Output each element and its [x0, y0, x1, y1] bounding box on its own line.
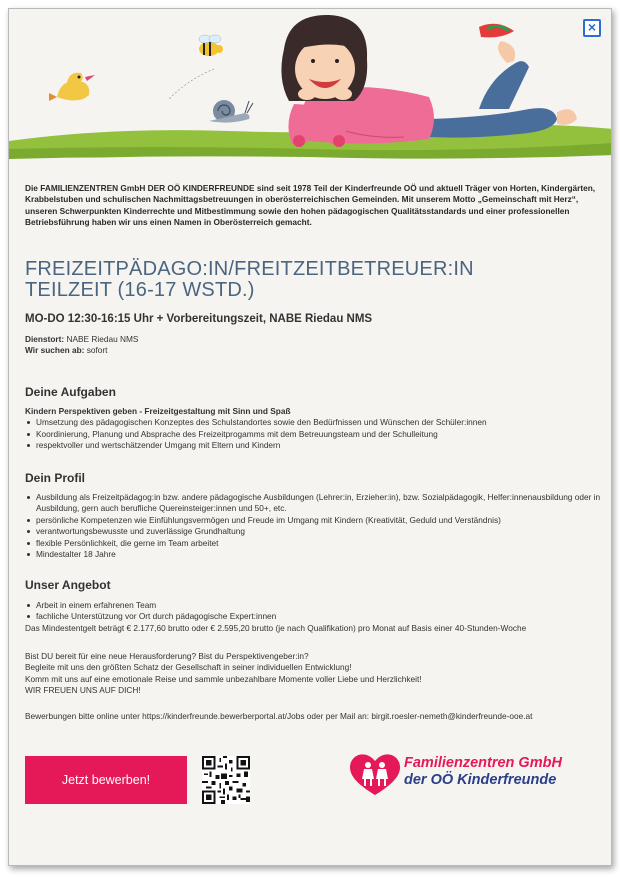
list-item: persönliche Kompetenzen wie Einfühlungsvermögen und Freude im Umgang mit Kindern (Kreativität, Geduld und Verständnis)	[25, 515, 605, 526]
qr-code-icon[interactable]	[202, 756, 250, 804]
logo-line-1: Familienzentren GmbH	[404, 755, 562, 771]
start-value: sofort	[86, 344, 108, 355]
start-label: Wir suchen ab:	[25, 344, 85, 355]
angebot-section	[25, 600, 605, 634]
hero-illustration	[9, 9, 612, 179]
list-item: Umsetzung des pädagogischen Konzeptes des Schulstandortes sowie den Bedürfnissen und Wünschen der Schüler:innen	[25, 417, 605, 428]
aufgaben-heading: Deine Aufgaben	[25, 385, 116, 399]
location-value: NABE Riedau NMS	[66, 334, 139, 344]
angebot-heading: Unser Angebot	[25, 578, 111, 592]
angebot-list	[25, 600, 605, 623]
logo-line-2: der OÖ Kinderfreunde	[404, 772, 557, 788]
close-icon[interactable]: ×	[583, 19, 601, 37]
closing-line-2: Begleite mit uns den größten Schatz der Gesellschaft in seiner individuellen Entwicklung!	[25, 662, 352, 673]
job-title-line-2: TEILZEIT (16-17 WSTD.)	[25, 279, 255, 301]
list-item: Mindestalter 18 Jahre	[25, 549, 605, 560]
profil-list	[25, 492, 605, 560]
job-meta	[25, 334, 138, 355]
list-item: fachliche Unterstützung vor Ort durch pädagogische Expert:innen	[25, 611, 605, 622]
list-item: flexible Persönlichkeit, die gerne im Team arbeitet	[25, 538, 605, 549]
salary-text: Das Mindestentgelt beträgt € 2.177,60 brutto oder € 2.595,20 brutto (je nach Qualifikation) pro Monat auf Basis einer 40-Stunden-Woche	[25, 622, 527, 633]
list-item: respektvoller und wertschätzender Umgang mit Eltern und Kindern	[25, 440, 605, 451]
aufgaben-subheading: Kindern Perspektiven geben - Freizeitgestaltung mit Sinn und Spaß	[25, 406, 291, 416]
list-item: Arbeit in einem erfahrenen Team	[25, 600, 605, 611]
aufgaben-section	[25, 406, 605, 452]
schedule: MO-DO 12:30-16:15 Uhr + Vorbereitungszeit, NABE Riedau NMS	[25, 313, 373, 325]
list-item: Ausbildung als Freizeitpädagog:in bzw. andere pädagogische Ausbildungen (Lehrer:in, Erzieher:in), bzw. Sozialpädagogik, Helfer:innenausbildung oder in Ausbildung, gern auch berufliche Quereinsteiger:innen und 50+, etc.	[25, 492, 605, 515]
aufgaben-list	[25, 417, 605, 451]
list-item: verantwortungsbewusste und zuverlässige Grundhaltung	[25, 526, 605, 537]
closing-line-4: WIR FREUEN UNS AUF DICH!	[25, 685, 141, 696]
job-title	[25, 259, 597, 301]
apply-button[interactable]: Jetzt bewerben!	[25, 756, 187, 804]
intro-text: Die FAMILIENZENTREN GmbH DER OÖ KINDERFREUNDE sind seit 1978 Teil der Kinderfreunde OÖ und aktuell Träger von Horten, Kindergärten, Krabbelstuben und schulischen Nachmittagsbetreuungen in oberösterreichischen Gemeinden. Mit unserem Motto „Gemeinschaft mit Herz“, unseren Schwerpunkten Kinderrechte und Mitbestimmung sowie den hohen pädagogischen Qualitätsstandards und einer professionellen Betriebsführung haben wir uns einen Namen in Oberösterreich gemacht.	[25, 183, 596, 228]
closing-line-1: Bist DU bereit für eine neue Herausforderung? Bist du Perspektivengeber:in?	[25, 651, 309, 661]
list-item: Koordinierung, Planung und Absprache des Freizeitprogamms mit dem Betreuungsteam und der Schulleitung	[25, 429, 605, 440]
closing-line-3: Komm mit uns auf eine emotionale Reise und sammle unbezahlbare Momente voller Liebe und Herzlichkeit!	[25, 673, 422, 684]
location-label: Dienstort:	[25, 334, 65, 344]
closing-section	[25, 651, 605, 697]
profil-heading: Dein Profil	[25, 471, 86, 485]
profil-section	[25, 492, 605, 560]
apply-info: Bewerbungen bitte online unter https://kinderfreunde.bewerberportal.at/Jobs oder per Mail an: birgit.roesler-nemeth@kinderfreunde-ooe.at	[25, 711, 533, 721]
company-logo-text	[404, 755, 562, 789]
job-ad-page	[8, 8, 612, 866]
job-title-line-1: FREIZEITPÄDAGO:IN/FREITZEITBETREUER:IN	[25, 258, 474, 280]
